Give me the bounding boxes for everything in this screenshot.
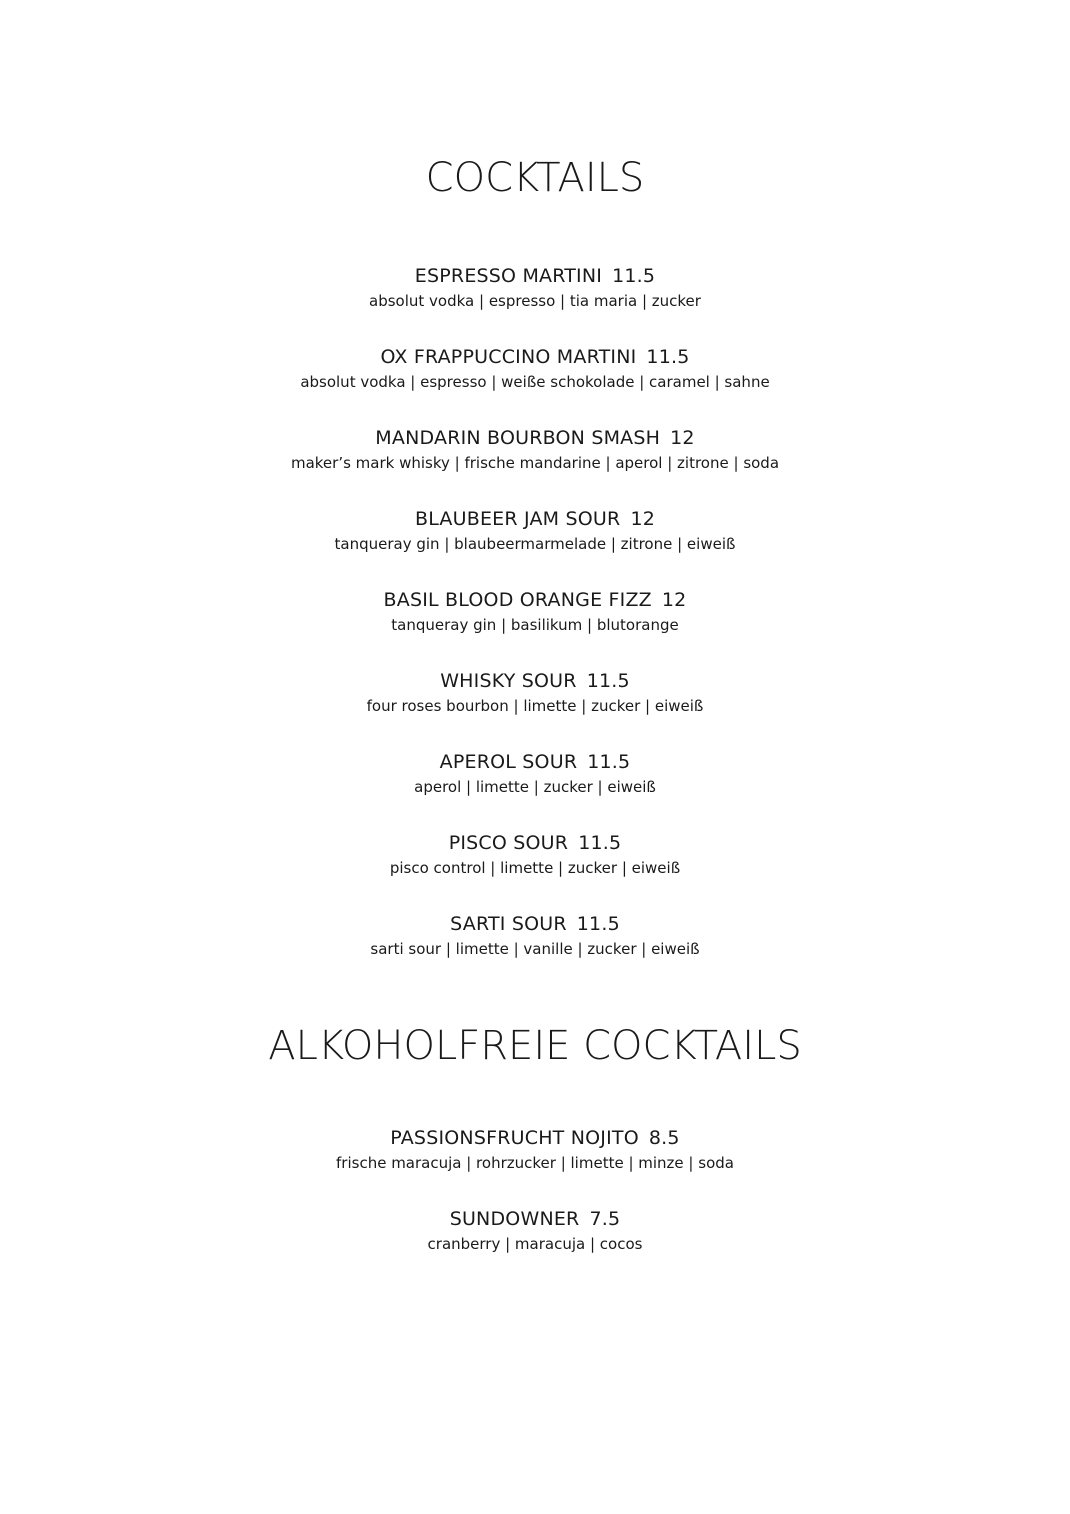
item-ingredients: tanqueray gin | basilikum | blutorange [391,616,679,634]
menu-item [0,1124,1070,1174]
item-price: 12 [661,589,687,611]
item-header [0,910,1070,938]
menu-item [0,1205,1070,1255]
item-price: 11.5 [646,346,690,368]
item-ingredients: aperol | limette | zucker | eiweiß [414,778,656,796]
item-header [0,748,1070,776]
item-ingredients: frische maracuja | rohrzucker | limette | minze | soda [336,1154,734,1172]
item-price: 7.5 [589,1208,621,1230]
item-header [0,829,1070,857]
item-price: 11.5 [586,670,630,692]
menu-item [0,829,1070,879]
item-header [0,343,1070,371]
item-name: BLAUBEER JAM SOUR [414,508,621,530]
section-title-cocktails: COCKTAILS [425,155,645,201]
menu-item [0,910,1070,960]
item-ingredients: tanqueray gin | blaubeermarmelade | zitrone | eiweiß [334,535,736,553]
menu-item [0,262,1070,312]
menu-item [0,424,1070,474]
menu-item [0,343,1070,393]
item-name: SARTI SOUR [450,913,567,935]
menu-item [0,505,1070,555]
section-title-alkoholfreie-cocktails: ALKOHOLFREIE COCKTAILS [268,1023,802,1069]
item-name: SUNDOWNER [449,1208,580,1230]
item-ingredients: pisco control | limette | zucker | eiweiß [389,859,681,877]
item-header [0,667,1070,695]
menu-item [0,667,1070,717]
item-name: APEROL SOUR [439,751,578,773]
item-ingredients: absolut vodka | espresso | tia maria | zucker [369,292,701,310]
item-price: 11.5 [587,751,631,773]
item-ingredients: four roses bourbon | limette | zucker | eiweiß [366,697,704,715]
item-name: PISCO SOUR [448,832,569,854]
item-ingredients: cranberry | maracuja | cocos [427,1235,643,1253]
item-header [0,424,1070,452]
item-name: OX FRAPPUCCINO MARTINI [380,346,637,368]
item-name: ESPRESSO MARTINI [414,265,603,287]
item-header [0,1124,1070,1152]
item-ingredients: absolut vodka | espresso | weiße schokolade | caramel | sahne [300,373,770,391]
menu-item [0,586,1070,636]
item-price: 11.5 [576,913,620,935]
item-name: WHISKY SOUR [440,670,577,692]
item-name: MANDARIN BOURBON SMASH [375,427,661,449]
item-header [0,586,1070,614]
item-price: 12 [670,427,695,449]
item-price: 8.5 [648,1127,680,1149]
item-price: 11.5 [578,832,622,854]
item-price: 12 [630,508,656,530]
menu-item [0,748,1070,798]
item-name: BASIL BLOOD ORANGE FIZZ [383,589,652,611]
item-header [0,505,1070,533]
item-header [0,1205,1070,1233]
item-price: 11.5 [612,265,656,287]
item-header [0,262,1070,290]
item-ingredients: maker’s mark whisky | frische mandarine | aperol | zitrone | soda [290,454,780,472]
item-name: PASSIONSFRUCHT NOJITO [390,1127,639,1149]
item-ingredients: sarti sour | limette | vanille | zucker | eiweiß [370,940,700,958]
